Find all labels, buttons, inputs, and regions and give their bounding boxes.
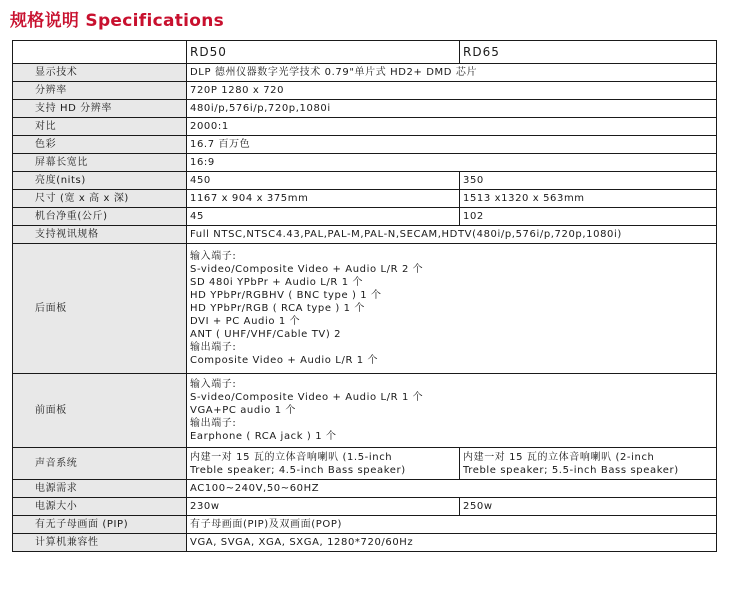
row-label: 对比	[13, 118, 187, 136]
row-value: 16:9	[187, 154, 717, 172]
row-value-rd50: 230w	[187, 498, 460, 516]
header-blank-cell	[13, 41, 187, 64]
spec-row-display-tech	[13, 64, 717, 82]
rear-panel-line: ANT ( UHF/VHF/Cable TV) 2	[190, 329, 342, 340]
row-label: 分辨率	[13, 82, 187, 100]
row-value-rd50	[187, 448, 460, 480]
row-label: 机台净重(公斤)	[13, 208, 187, 226]
front-panel-line: Earphone ( RCA jack ) 1 个	[190, 431, 337, 442]
audio-line: 内建一对 15 瓦的立体音响喇叭 (2-inch	[463, 451, 655, 463]
row-value: DLP 德州仪器数字光学技术 0.79"单片式 HD2+ DMD 芯片	[187, 64, 717, 82]
row-value-rd50: 45	[187, 208, 460, 226]
row-value: AC100~240V,50~60HZ	[187, 480, 717, 498]
spec-row-weight	[13, 208, 717, 226]
row-label: 色彩	[13, 136, 187, 154]
rear-panel-line: DVI + PC Audio 1 个	[190, 316, 301, 327]
front-panel-line: S-video/Composite Video + Audio L/R 1 个	[190, 392, 424, 403]
column-header-rd65: RD65	[460, 41, 717, 64]
front-panel-line: 输出端子:	[190, 418, 237, 429]
row-value: 16.7 百万色	[187, 136, 717, 154]
row-label: 显示技术	[13, 64, 187, 82]
rear-panel-line: SD 480i YPbPr + Audio L/R 1 个	[190, 277, 364, 288]
row-value: 480i/p,576i/p,720p,1080i	[187, 100, 717, 118]
row-value	[187, 244, 717, 374]
rear-panel-line: HD YPbPr/RGBHV ( BNC type ) 1 个	[190, 290, 382, 301]
row-label: 电源需求	[13, 480, 187, 498]
row-label: 支持 HD 分辨率	[13, 100, 187, 118]
spec-row-front-panel	[13, 374, 717, 448]
row-label: 电源大小	[13, 498, 187, 516]
spec-row-dimensions	[13, 190, 717, 208]
row-value: 有子母画面(PIP)及双画面(POP)	[187, 516, 717, 534]
row-value	[187, 374, 717, 448]
row-label: 屏幕长宽比	[13, 154, 187, 172]
spec-row-brightness	[13, 172, 717, 190]
row-value: VGA, SVGA, XGA, SXGA, 1280*720/60Hz	[187, 534, 717, 552]
row-label: 声音系统	[13, 448, 187, 480]
row-value-rd65	[460, 448, 717, 480]
spec-row-rear-panel	[13, 244, 717, 374]
column-header-rd50: RD50	[187, 41, 460, 64]
spec-row-pc-compat	[13, 534, 717, 552]
front-panel-line: 输入端子:	[190, 379, 237, 390]
rear-panel-line: Composite Video + Audio L/R 1 个	[190, 355, 379, 366]
spec-row-hd-resolution	[13, 100, 717, 118]
spec-row-video-formats	[13, 226, 717, 244]
row-value-rd50: 1167 x 904 x 375mm	[187, 190, 460, 208]
row-label: 尺寸 (宽 x 高 x 深)	[13, 190, 187, 208]
spec-row-pip	[13, 516, 717, 534]
spec-row-resolution	[13, 82, 717, 100]
rear-panel-line: HD YPbPr/RGB ( RCA type ) 1 个	[190, 303, 366, 314]
row-value: 720P 1280 x 720	[187, 82, 717, 100]
row-value: Full NTSC,NTSC4.43,PAL,PAL-M,PAL-N,SECAM,HDTV(480i/p,576i/p,720p,1080i)	[187, 226, 717, 244]
page-title: 规格说明 Specifications	[10, 11, 225, 31]
row-value-rd65: 1513 x1320 x 563mm	[460, 190, 717, 208]
spec-row-power	[13, 480, 717, 498]
front-panel-line: VGA+PC audio 1 个	[190, 405, 297, 416]
row-label: 计算机兼容性	[13, 534, 187, 552]
rear-panel-line: 输出端子:	[190, 342, 237, 353]
audio-line: Treble speaker; 4.5-inch Bass speaker)	[190, 464, 406, 476]
audio-line: 内建一对 15 瓦的立体音响喇叭 (1.5-inch	[190, 451, 393, 463]
row-label: 支持视讯规格	[13, 226, 187, 244]
audio-line: Treble speaker; 5.5-inch Bass speaker)	[463, 464, 679, 476]
spec-row-consumption	[13, 498, 717, 516]
row-label: 后面板	[13, 244, 187, 374]
row-label: 亮度(nits)	[13, 172, 187, 190]
spec-row-aspect-ratio	[13, 154, 717, 172]
row-value-rd65: 350	[460, 172, 717, 190]
row-value: 2000:1	[187, 118, 717, 136]
spec-table	[12, 40, 717, 552]
table-header-row	[13, 41, 717, 64]
spec-row-color	[13, 136, 717, 154]
row-value-rd50: 450	[187, 172, 460, 190]
row-label: 有无子母画面 (PIP)	[13, 516, 187, 534]
rear-panel-line: 输入端子:	[190, 251, 237, 262]
spec-row-audio	[13, 448, 717, 480]
row-value-rd65: 250w	[460, 498, 717, 516]
row-value-rd65: 102	[460, 208, 717, 226]
row-label: 前面板	[13, 374, 187, 448]
spec-row-contrast	[13, 118, 717, 136]
rear-panel-line: S-video/Composite Video + Audio L/R 2 个	[190, 264, 424, 275]
